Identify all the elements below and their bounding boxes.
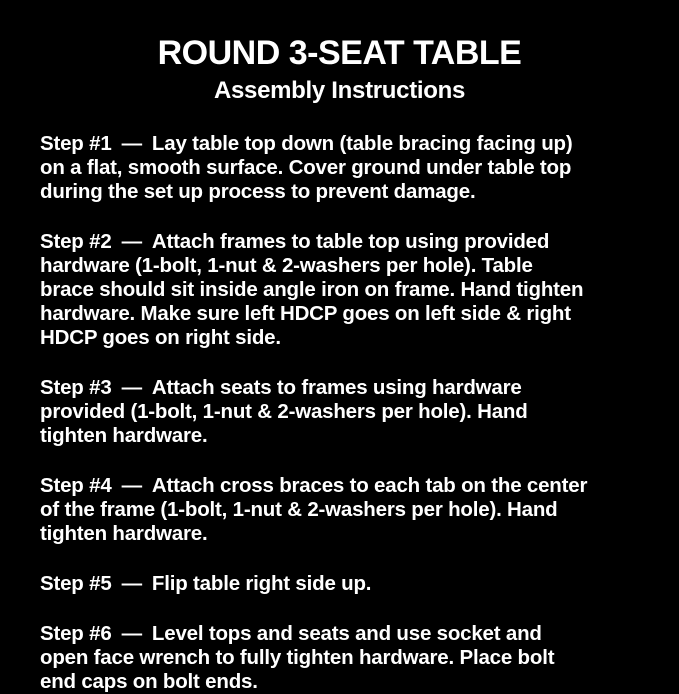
step-line: Step #1 — Lay table top down (table bracing facing up) xyxy=(40,131,573,155)
step-2 xyxy=(40,230,655,350)
step-5 xyxy=(40,572,655,596)
step-line: HDCP goes on right side. xyxy=(40,325,281,349)
step-line: Step #3 — Attach seats to frames using hardware xyxy=(40,375,522,399)
step-line: provided (1-bolt, 1-nut & 2-washers per hole). Hand xyxy=(40,399,528,423)
step-line: Step #2 — Attach frames to table top using provided xyxy=(40,229,550,253)
page-title: ROUND 3-SEAT TABLE xyxy=(157,34,522,72)
step-6 xyxy=(40,622,655,694)
page-subtitle: Assembly Instructions xyxy=(213,77,466,105)
step-line: Step #5 — Flip table right side up. xyxy=(40,571,372,595)
step-3 xyxy=(40,376,655,448)
step-line: hardware (1-bolt, 1-nut & 2-washers per hole). Table xyxy=(40,253,533,277)
step-line: Step #4 — Attach cross braces to each tab on the center xyxy=(40,473,588,497)
step-line: Step #6 — Level tops and seats and use socket and xyxy=(40,621,542,645)
step-line: hardware. Make sure left HDCP goes on left side & right xyxy=(40,301,571,325)
step-line: tighten hardware. xyxy=(40,423,208,447)
step-4 xyxy=(40,474,655,546)
steps-list xyxy=(40,132,655,694)
step-line: brace should sit inside angle iron on frame. Hand tighten xyxy=(40,277,584,301)
step-1 xyxy=(40,132,655,204)
step-line: open face wrench to fully tighten hardware. Place bolt xyxy=(40,645,555,669)
step-line: tighten hardware. xyxy=(40,521,208,545)
step-line: on a flat, smooth surface. Cover ground under table top xyxy=(40,155,572,179)
step-line: end caps on bolt ends. xyxy=(40,669,258,693)
step-line: of the frame (1-bolt, 1-nut & 2-washers per hole). Hand xyxy=(40,497,558,521)
step-line: during the set up process to prevent damage. xyxy=(40,179,476,203)
